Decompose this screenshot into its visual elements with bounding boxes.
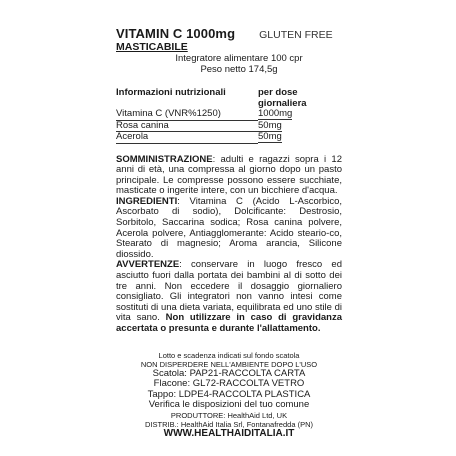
ingredients-heading: INGREDIENTI xyxy=(116,195,178,207)
title-row xyxy=(116,26,342,41)
nutrition-header xyxy=(116,88,342,109)
cap-recycling: Tappo: LDPE4-RACCOLTA PLASTICA xyxy=(147,388,311,400)
website: WWW.HEALTHAIDITALIA.IT xyxy=(163,427,295,439)
product-type: Integratore alimentare 100 cpr xyxy=(175,53,303,64)
disposal-note: NON DISPERDERE NELL'AMBIENTE DOPO L'USO xyxy=(140,359,318,369)
ingredients-section xyxy=(116,197,342,261)
dosage-heading: SOMMINISTRAZIONE xyxy=(116,153,213,165)
product-subtitle: MASTICABILE xyxy=(116,41,188,53)
nutrition-col2-header-line1: per dose xyxy=(258,87,298,98)
warnings-bold-text: Non utilizzare in caso di gravidanza accertata o presunta e durante l'allattamento. xyxy=(116,312,342,334)
bottle-recycling: Flacone: GL72-RACCOLTA VETRO xyxy=(153,378,305,390)
nutrition-row xyxy=(116,109,342,121)
nutrition-row xyxy=(116,121,342,133)
warnings-text: : conservare in luogo fresco ed asciutto fuori dalla portata dei bambini al di sotto dei tre anni. Non eccedere il dosaggio giornaliero consigliato. Gli integratori non vanno intesi come sostituti di una dieta variata, equilibrata ed uno stile di vita sano. xyxy=(116,259,342,324)
dosage-text: : adulti e ragazzi sopra i 12 anni di età, una compressa al giorno dopo un pasto principale. Le compresse possono essere succhiate, masticate o ingerite intere, con un bicchiere d'acqua. xyxy=(116,153,342,197)
nutrient-name: Vitamina C (VNR%1250) xyxy=(116,109,258,121)
producer: PRODUTTORE: HealthAid Ltd, UK xyxy=(170,410,288,420)
nutrition-row xyxy=(116,132,342,144)
nutrient-value: 50mg xyxy=(258,131,282,142)
nutrient-value: 50mg xyxy=(258,119,282,131)
nutrient-value: 1000mg xyxy=(258,108,293,119)
dosage-section xyxy=(116,155,342,197)
nutrition-col2-header-line2: giornaliera xyxy=(258,97,307,109)
warnings-heading: AVVERTENZE xyxy=(116,259,180,271)
warnings-section xyxy=(116,260,342,334)
label-footer xyxy=(116,351,342,440)
product-label xyxy=(116,26,342,439)
net-weight: Peso netto 174,5g xyxy=(200,64,278,75)
box-recycling: Scatola: PAP21-RACCOLTA CARTA xyxy=(152,367,306,379)
municipal-note: Verifica le disposizioni del tuo comune xyxy=(148,399,310,411)
nutrition-col2-header xyxy=(258,88,342,109)
nutrient-name: Acerola xyxy=(116,132,258,144)
gluten-free-badge: GLUTEN FREE xyxy=(259,29,333,41)
distributor: DISTRIB.: HealthAid Italia Srl, Fontanafredda (PN) xyxy=(145,419,313,429)
lot-expiry-note: Lotto e scadenza indicati sul fondo scatola xyxy=(158,350,300,360)
product-title: VITAMIN C 1000mg xyxy=(116,26,236,41)
nutrition-col1-header: Informazioni nutrizionali xyxy=(116,87,226,98)
nutrient-name: Rosa canina xyxy=(116,121,258,133)
ingredients-text: : Vitamina C (Acido L-Ascorbico, Ascorbato di sodio), Dolcificante: Destrosio, Sorbitolo, Saccarina sodica; Rosa canina polvere, Acerola polvere, Antiagglomerante: Acido steario-co, Stearato di magnesio; Aroma arancia, Silicone diossido. xyxy=(116,195,342,260)
